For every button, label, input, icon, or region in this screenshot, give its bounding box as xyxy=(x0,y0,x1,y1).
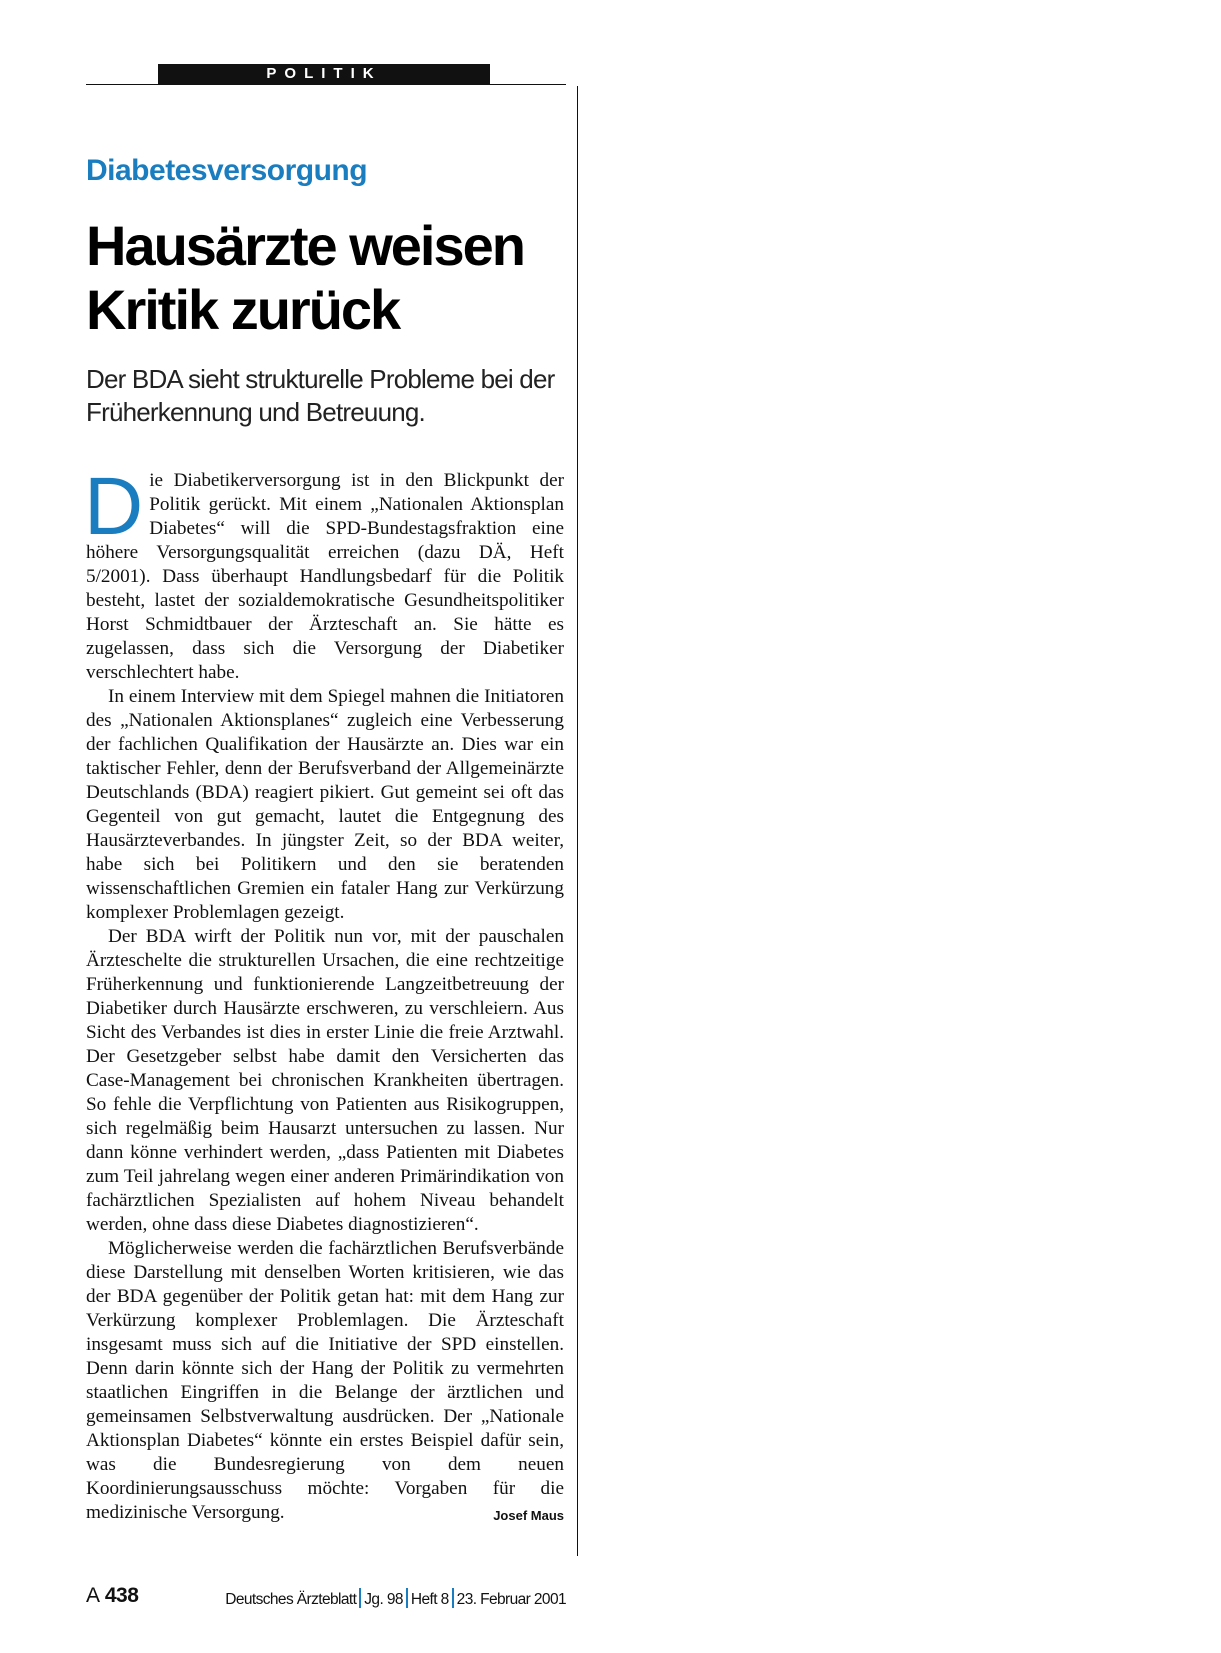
header-rule xyxy=(86,84,566,85)
journal-info xyxy=(225,1588,566,1609)
journal-issue: Heft 8 xyxy=(410,1591,449,1608)
paragraph-1 xyxy=(84,461,564,685)
section-label: POLITIK xyxy=(158,64,490,84)
page-prefix: A xyxy=(86,1584,100,1607)
journal-date: 23. Februar 2001 xyxy=(456,1591,566,1608)
journal-volume: Jg. 98 xyxy=(364,1591,403,1608)
headline: Hausärzte weisen Kritik zurück xyxy=(86,214,524,341)
footer-separator xyxy=(359,1588,361,1608)
paragraph-2: In einem Interview mit dem Spiegel mahnen die Initiatoren des „Nationalen Aktionsplanes“ zugleich eine Verbesserung der fachlichen Qualifikation der Hausärzte an. Dies war ein taktischer Fehler, denn der Berufsverband der Allgemeinärzte Deutschlands (BDA) reagiert pikiert. Gut gemeint sei oft das Gegenteil von gut gemacht, lautet die Entgegnung des Hausärzteverbandes. In jüngster Zeit, so der BDA weiter, habe sich bei Politikern und den sie beratenden wissenschaftlichen Gremien ein fataler Hang zur Verkürzung komplexer Problemlagen gezeigt. xyxy=(86,686,564,923)
page-footer xyxy=(86,1584,566,1612)
paragraph-text: Möglicherweise werden die fachärztlichen Berufsverbände diese Darstellung mit denselben Worten kritisieren, wie das der BDA gegenüber der Politik getan hat: mit dem Hang zur Verkürzung komplexer Problemlagen. Die Ärzteschaft insgesamt muss sich auf die Initiative der SPD einstellen. Denn darin könnte sich der Hang der Politik zu vermehrten staatlichen Eingriffen in die Belange der ärztlichen und gemeinsamen Selbstverwaltung ausdrücken. Der „Nationale Aktionsplan Diabetes“ könnte ein erstes Beispiel dafür sein, was die Bundesregierung von dem neuen Koordinierungsausschuss möchte: Vorgaben für die medizinische Versorgung. xyxy=(86,1238,564,1523)
journal-name: Deutsches Ärzteblatt xyxy=(225,1591,357,1608)
page-number xyxy=(86,1584,138,1608)
article-body xyxy=(84,461,564,1528)
paragraph-3: Der BDA wirft der Politik nun vor, mit der pauschalen Ärzteschelte die strukturellen Ursachen, die eine rechtzeitige Früherkennung und funktionierende Langzeitbetreuung der Diabetiker durch Hausärzte erschweren, zu verschleiern. Aus Sicht des Verbandes ist dies in erster Linie die freie Arztwahl. Der Gesetzgeber selbst habe damit den Versicherten das Case-Management bei chronischen Krankheiten übertragen. So fehle die Verpflichtung von Patienten aus Risikogruppen, sich regelmäßig beim Hausarzt untersuchen zu lassen. Nur dann könne verhindert werden, „dass Patienten mit Diabetes zum Teil jahrelang wegen einer anderen Primärindikation von fachärztlichen Spezialisten auf hohem Niveau behandelt werden, ohne dass diese Diabetes diagnostizieren“. xyxy=(86,926,564,1235)
footer-separator xyxy=(452,1588,454,1608)
author: Josef Maus xyxy=(493,1508,564,1523)
footer-separator xyxy=(406,1588,408,1608)
paragraph-4 xyxy=(86,1237,564,1525)
drop-cap: D xyxy=(84,461,144,552)
page-number-value: 438 xyxy=(104,1584,139,1607)
column-rule xyxy=(577,86,578,1556)
subheadline: Der BDA sieht strukturelle Probleme bei der Früherkennung und Betreuung. xyxy=(86,364,555,427)
paragraph-text: ie Diabetikerversorgung ist in den Blickpunkt der Politik gerückt. Mit einem „Nationalen Aktionsplan Diabetes“ will die SPD-Bundestagsfraktion eine höhere Versorgungsqualität erreichen (dazu DÄ, Heft 5/2001). Dass überhaupt Handlungsbedarf für die Politik besteht, lastet der sozialdemokratische Gesundheitspolitiker Horst Schmidtbauer der Ärzteschaft an. Sie hätte es zugelassen, dass sich die Versorgung der Diabetiker verschlechtert habe. xyxy=(86,470,564,683)
kicker: Diabetesversorgung xyxy=(86,154,368,187)
